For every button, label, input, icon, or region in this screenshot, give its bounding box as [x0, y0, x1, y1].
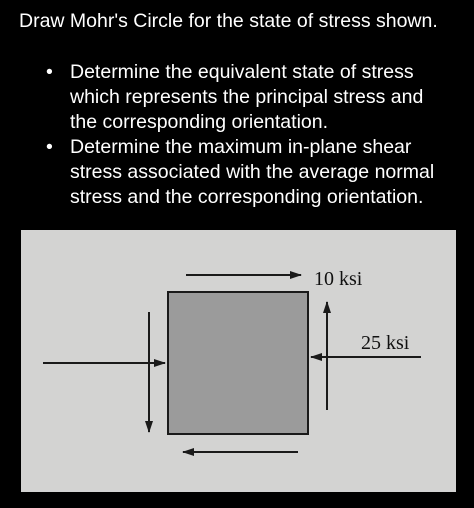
stress-element-figure: [21, 230, 456, 492]
task-text-line: which represents the principal stress and: [70, 86, 424, 108]
task-list: [0, 60, 474, 210]
task-text-line: stress and the corresponding orientation.: [70, 186, 424, 208]
stress-element-square: [168, 292, 308, 434]
normal-stress-label: 25 ksi: [361, 332, 410, 354]
task-text-line: the corresponding orientation.: [70, 111, 329, 133]
bullet-dot-icon: •: [46, 136, 53, 158]
stress-element-diagram: [21, 230, 456, 492]
task-text-line: stress associated with the average normal: [70, 161, 435, 183]
task-text-line: Determine the equivalent state of stress: [70, 61, 414, 83]
task-item-principal-stress: [0, 60, 474, 135]
bullet-dot-icon: •: [46, 61, 53, 83]
task-text-line: Determine the maximum in-plane shear: [70, 136, 412, 158]
shear-stress-label: 10 ksi: [314, 268, 363, 290]
task-item-max-shear: [0, 135, 474, 210]
problem-heading: Draw Mohr's Circle for the state of stress shown.: [19, 10, 438, 32]
